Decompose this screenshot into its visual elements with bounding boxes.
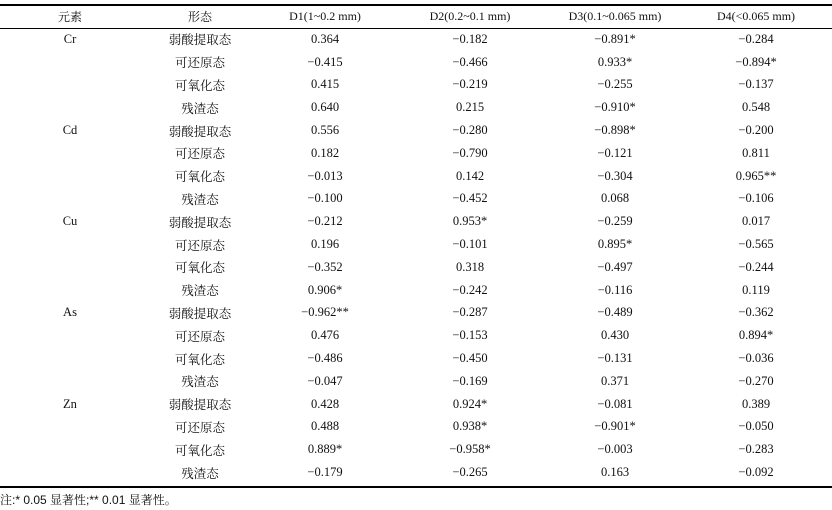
cell-d4: −0.244 [738, 259, 774, 274]
cell-form: 残渣态 [181, 284, 219, 299]
cell-d1: −0.179 [307, 465, 343, 480]
cell-d1: −0.013 [307, 168, 343, 183]
cell-d4: −0.036 [738, 351, 774, 366]
cell-d4: 0.894* [738, 328, 774, 343]
cell-d2: −0.153 [452, 328, 488, 343]
cell-d3: 0.430 [600, 328, 630, 343]
cell-d4: −0.092 [738, 465, 774, 480]
table-row [0, 142, 832, 165]
cell-element [0, 256, 140, 279]
cell-d1: 0.906* [307, 282, 343, 297]
table-row [0, 28, 832, 51]
table-row [0, 119, 832, 142]
header-d4: D4(<0.065 mm) [716, 9, 796, 23]
cell-d2: 0.924* [452, 396, 488, 411]
cell-form: 弱酸提取态 [168, 306, 232, 321]
cell-element: As [63, 305, 77, 320]
cell-d3: −0.131 [597, 351, 633, 366]
cell-form: 弱酸提取态 [168, 215, 232, 230]
table-header-row [0, 5, 832, 28]
table-row [0, 461, 832, 484]
cell-d1: 0.196 [310, 237, 340, 252]
cell-d3: 0.068 [600, 191, 630, 206]
cell-form: 残渣态 [181, 375, 219, 390]
cell-d1: 0.640 [310, 100, 340, 115]
cell-element: Cu [62, 214, 78, 229]
cell-d3: −0.081 [597, 396, 633, 411]
cell-d3: 0.933* [597, 54, 633, 69]
cell-d1: −0.415 [307, 54, 343, 69]
cell-d3: −0.901* [594, 419, 636, 434]
cell-d2: −0.452 [452, 191, 488, 206]
table-bottom-rule [0, 486, 832, 488]
header-d3: D3(0.1~0.065 mm) [568, 9, 662, 23]
cell-d2: −0.450 [452, 351, 488, 366]
cell-form: 可还原态 [174, 238, 225, 253]
cell-element [0, 347, 140, 370]
cell-d2: 0.938* [452, 419, 488, 434]
cell-d1: 0.182 [310, 145, 340, 160]
cell-d1: 0.415 [310, 77, 340, 92]
cell-d1: 0.889* [307, 442, 343, 457]
cell-d2: −0.287 [452, 305, 488, 320]
cell-element [0, 96, 140, 119]
cell-d4: 0.119 [742, 282, 770, 297]
cell-d3: −0.497 [597, 259, 633, 274]
cell-d3: −0.003 [597, 442, 633, 457]
cell-d2: −0.219 [452, 77, 488, 92]
cell-element [0, 142, 140, 165]
cell-d1: −0.352 [307, 259, 343, 274]
table-row [0, 393, 832, 416]
cell-form: 可氧化态 [174, 443, 225, 458]
table-row [0, 347, 832, 370]
cell-element [0, 188, 140, 211]
cell-d3: −0.489 [597, 305, 633, 320]
cell-element [0, 438, 140, 461]
cell-d1: −0.212 [307, 214, 343, 229]
table-row [0, 370, 832, 393]
cell-d1: −0.486 [307, 351, 343, 366]
cell-form: 残渣态 [181, 192, 219, 207]
cell-form: 残渣态 [181, 101, 219, 116]
cell-d4: −0.894* [735, 54, 777, 69]
correlation-table [0, 5, 832, 484]
table-row [0, 438, 832, 461]
cell-d3: −0.259 [597, 214, 633, 229]
cell-d4: −0.283 [738, 442, 774, 457]
cell-d1: 0.364 [310, 31, 340, 46]
header-form: 形态 [187, 10, 212, 24]
cell-form: 可氧化态 [174, 352, 225, 367]
table-row [0, 279, 832, 302]
cell-d2: −0.265 [452, 465, 488, 480]
cell-d1: 0.476 [310, 328, 340, 343]
table-row [0, 96, 832, 119]
cell-form: 弱酸提取态 [168, 398, 232, 413]
cell-element [0, 461, 140, 484]
cell-d1: 0.428 [310, 396, 340, 411]
cell-d3: −0.898* [594, 123, 636, 138]
cell-d4: −0.362 [738, 305, 774, 320]
cell-element [0, 370, 140, 393]
cell-element [0, 74, 140, 97]
cell-d3: −0.304 [597, 168, 633, 183]
cell-d3: 0.163 [600, 465, 630, 480]
cell-d4: 0.548 [741, 100, 771, 115]
header-d2: D2(0.2~0.1 mm) [429, 9, 511, 23]
cell-d2: −0.242 [452, 282, 488, 297]
cell-form: 弱酸提取态 [168, 33, 232, 48]
header-element: 元素 [57, 10, 82, 24]
cell-form: 可氧化态 [174, 261, 225, 276]
cell-form: 可氧化态 [174, 170, 225, 185]
cell-d4: −0.200 [738, 123, 774, 138]
cell-d4: 0.811 [742, 145, 770, 160]
cell-form: 可还原态 [174, 56, 225, 71]
cell-d2: −0.101 [452, 237, 488, 252]
cell-d3: −0.891* [594, 31, 636, 46]
cell-d1: 0.488 [310, 419, 340, 434]
cell-d3: 0.371 [600, 373, 630, 388]
cell-d4: 0.965** [735, 168, 777, 183]
cell-d2: 0.318 [455, 259, 485, 274]
cell-element [0, 165, 140, 188]
cell-d3: 0.895* [597, 237, 633, 252]
table-row [0, 165, 832, 188]
cell-d4: 0.017 [741, 214, 771, 229]
table-row [0, 416, 832, 439]
table-footnote: 注:* 0.05 显著性;** 0.01 显著性。 [0, 493, 177, 507]
table-row [0, 188, 832, 211]
cell-d4: −0.270 [738, 373, 774, 388]
table-row [0, 256, 832, 279]
cell-d2: −0.280 [452, 123, 488, 138]
cell-d4: −0.284 [738, 31, 774, 46]
cell-d3: −0.255 [597, 77, 633, 92]
cell-form: 可还原态 [174, 329, 225, 344]
table-row [0, 324, 832, 347]
cell-d1: −0.100 [307, 191, 343, 206]
cell-d2: 0.953* [452, 214, 488, 229]
cell-d2: −0.169 [452, 373, 488, 388]
table-row [0, 233, 832, 256]
cell-d4: 0.389 [741, 396, 771, 411]
cell-form: 可还原态 [174, 147, 225, 162]
cell-element: Cd [62, 123, 78, 138]
cell-d4: −0.565 [738, 237, 774, 252]
cell-d3: −0.116 [597, 282, 633, 297]
cell-element [0, 233, 140, 256]
cell-d2: −0.466 [452, 54, 488, 69]
cell-form: 可氧化态 [174, 78, 225, 93]
header-d1: D1(1~0.2 mm) [289, 9, 361, 23]
cell-d3: −0.121 [597, 145, 633, 160]
cell-d4: −0.050 [738, 419, 774, 434]
cell-element [0, 324, 140, 347]
cell-element: Zn [63, 396, 77, 411]
cell-d4: −0.137 [738, 77, 774, 92]
cell-form: 弱酸提取态 [168, 124, 232, 139]
cell-d2: 0.142 [455, 168, 485, 183]
cell-d1: 0.556 [310, 123, 340, 138]
cell-d3: −0.910* [594, 100, 636, 115]
table-row [0, 302, 832, 325]
table-row [0, 210, 832, 233]
cell-d2: −0.958* [449, 442, 491, 457]
cell-form: 残渣态 [181, 466, 219, 481]
table-row [0, 74, 832, 97]
cell-d4: −0.106 [738, 191, 774, 206]
cell-form: 可还原态 [174, 420, 225, 435]
cell-element [0, 279, 140, 302]
cell-element [0, 416, 140, 439]
cell-element [0, 51, 140, 74]
cell-d2: −0.790 [452, 145, 488, 160]
cell-element: Cr [63, 31, 77, 46]
table-row [0, 51, 832, 74]
cell-d1: −0.047 [307, 373, 343, 388]
cell-d2: −0.182 [452, 31, 488, 46]
cell-d2: 0.215 [455, 100, 485, 115]
cell-d1: −0.962** [301, 305, 349, 320]
